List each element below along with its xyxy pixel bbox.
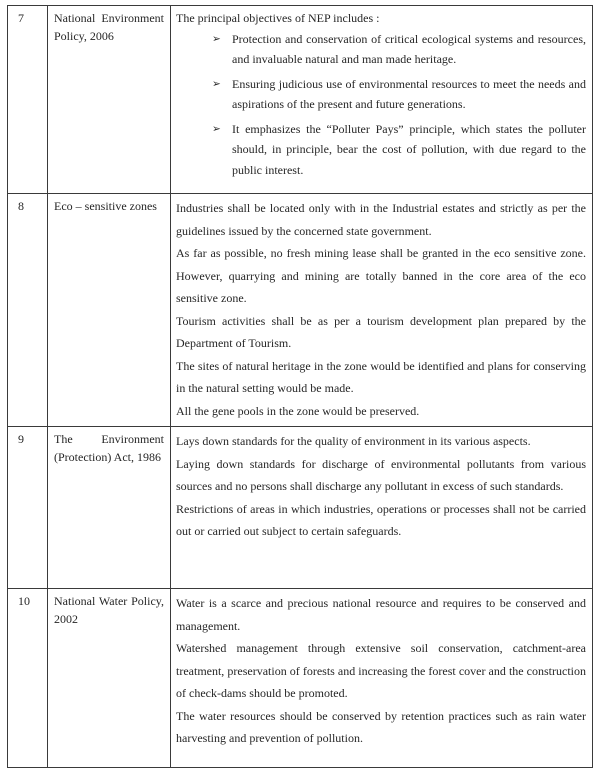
bullet-text: It emphasizes the “Polluter Pays” principle, which states the polluter should, in principle, bear the cost of pollution, with due regard to the public interest. <box>232 121 586 177</box>
policy-description-cell <box>171 589 593 768</box>
description-intro: The principal objectives of NEP includes : <box>176 11 380 25</box>
description-paragraph: Laying down standards for discharge of environmental pollutants from various sources and no persons shall discharge any pollutant in excess of such standards. <box>176 456 586 493</box>
policy-name-cell <box>48 194 171 427</box>
table-row <box>8 194 593 427</box>
bullet-item <box>176 74 586 115</box>
row-number-cell <box>8 194 48 427</box>
policy-name-cell <box>48 427 171 589</box>
arrow-bullet-icon: ➢ <box>212 122 221 135</box>
policy-name: Eco – sensitive zones <box>54 199 157 213</box>
bullet-item <box>176 29 586 70</box>
row-number-cell <box>8 589 48 768</box>
row-number-cell <box>8 6 48 194</box>
table-row <box>8 589 593 768</box>
bullet-text: Protection and conservation of critical ecological systems and resources, and invaluable natural and man made heritage. <box>232 31 586 66</box>
policy-name-cell <box>48 589 171 768</box>
policy-name: The Environment (Protection) Act, 1986 <box>54 432 164 464</box>
bullet-item <box>176 119 586 181</box>
policy-name: National Environment Policy, 2006 <box>54 11 164 43</box>
policy-description-cell <box>171 6 593 194</box>
row-number: 8 <box>18 199 24 213</box>
description-paragraph: All the gene pools in the zone would be preserved. <box>176 403 420 418</box>
description-paragraph: The sites of natural heritage in the zone would be identified and plans for conserving in the natural setting would be made. <box>176 358 586 395</box>
policy-description-cell <box>171 194 593 427</box>
description-paragraph: As far as possible, no fresh mining lease shall be granted in the eco sensitive zone. However, quarrying and mining are totally banned in the core area of the eco sensitive zone. <box>176 246 586 305</box>
description-paragraph: Water is a scarce and precious national resource and requires to be conserved and management. <box>176 596 586 633</box>
description-paragraph: The water resources should be conserved by retention practices such as rain water harvesting and prevention of pollution. <box>176 708 586 745</box>
table-row <box>8 427 593 589</box>
policy-name: National Water Policy, 2002 <box>54 594 164 626</box>
policy-table <box>7 5 593 768</box>
description-paragraph: Restrictions of areas in which industries, operations or processes shall not be carried out or carried out subject to certain safeguards. <box>176 501 586 538</box>
description-paragraph: Industries shall be located only with in the Industrial estates and strictly as per the guidelines issued by the concerned state government. <box>176 201 586 238</box>
arrow-bullet-icon: ➢ <box>212 32 221 45</box>
description-paragraph: Lays down standards for the quality of environment in its various aspects. <box>176 434 531 448</box>
row-number-cell <box>8 427 48 589</box>
policy-table-body <box>8 6 593 768</box>
row-number: 7 <box>18 11 24 25</box>
arrow-bullet-icon: ➢ <box>212 77 221 90</box>
policy-name-cell <box>48 6 171 194</box>
description-paragraph: Watershed management through extensive soil conservation, catchment-area treatment, preservation of forests and increasing the forest cover and the construction of check-dams should be promoted. <box>176 641 586 700</box>
row-number: 9 <box>18 432 24 446</box>
row-number: 10 <box>18 594 30 608</box>
policy-description-cell <box>171 427 593 589</box>
bullet-text: Ensuring judicious use of environmental resources to meet the needs and aspirations of the present and future generations. <box>232 76 586 111</box>
description-paragraph: Tourism activities shall be as per a tourism development plan prepared by the Department of Tourism. <box>176 313 586 350</box>
table-row <box>8 6 593 194</box>
